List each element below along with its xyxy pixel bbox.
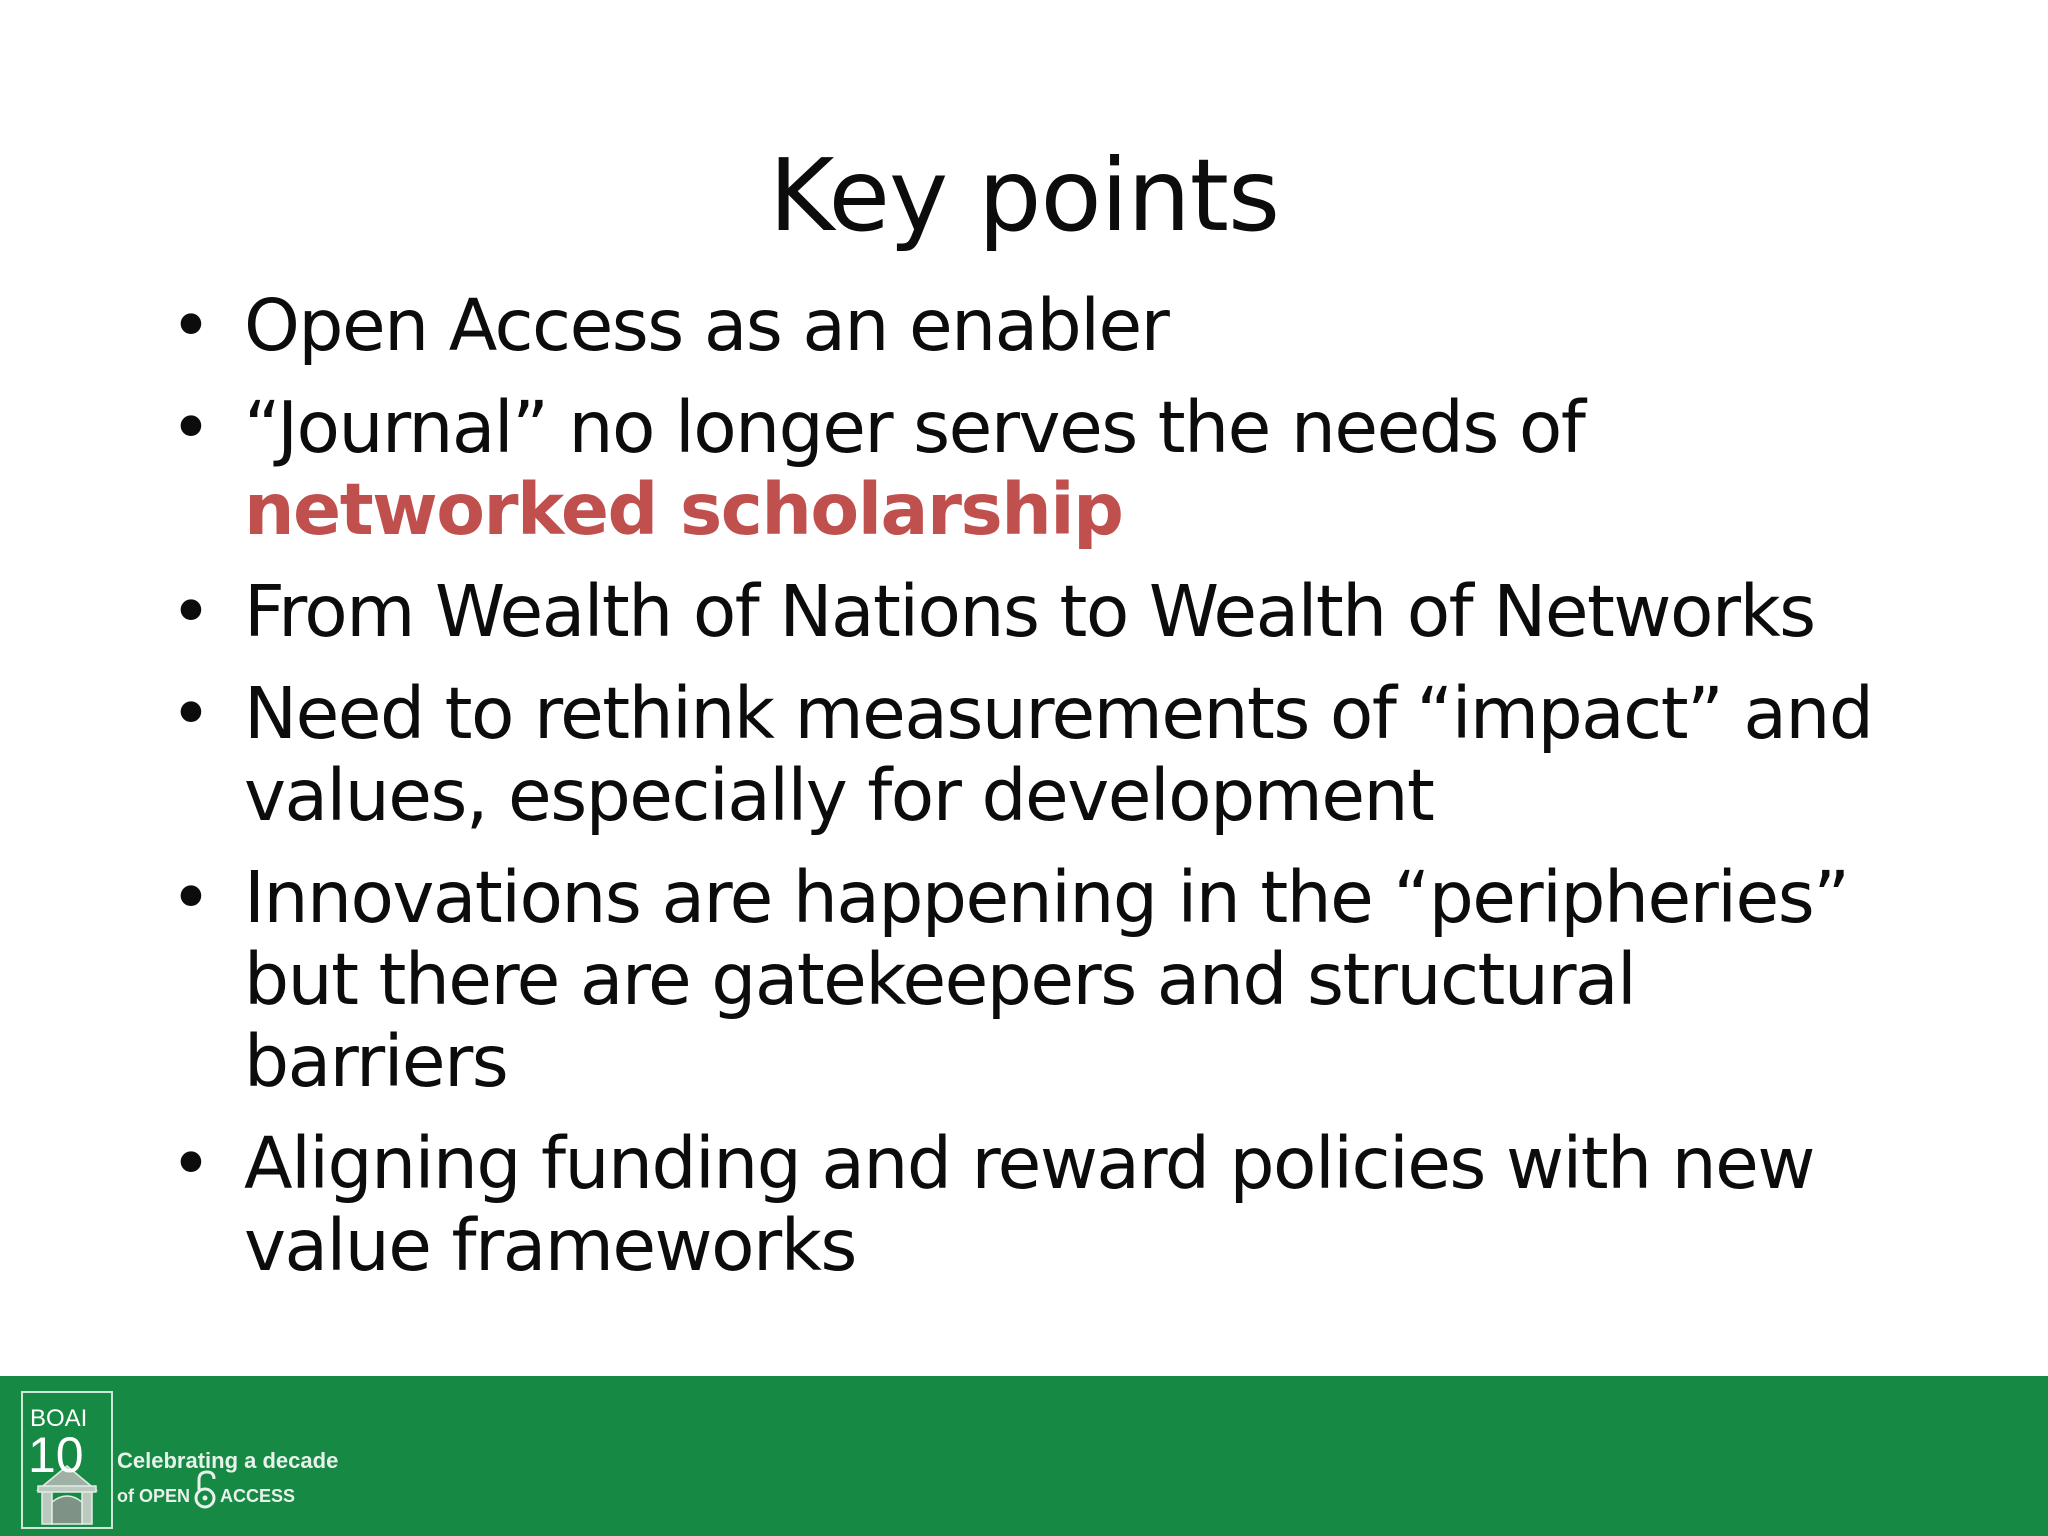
logo-tagline-prefix: of OPEN xyxy=(117,1486,191,1506)
logo-tagline-line1: Celebrating a decade xyxy=(117,1448,339,1473)
bullet-text: values, especially for development xyxy=(244,754,1434,837)
bullet-text: Aligning funding and reward policies with new xyxy=(244,1122,1814,1205)
bullet-text: but there are gatekeepers and structural xyxy=(244,938,1636,1021)
bullet-item xyxy=(150,673,1980,837)
logo-tagline-suffix: ACCESS xyxy=(220,1486,296,1506)
bullet-text: barriers xyxy=(244,1020,508,1103)
logo-badge-top: BOAI xyxy=(30,1405,88,1432)
bullet-dot: • xyxy=(170,856,211,939)
bullet-item xyxy=(150,387,1980,551)
bullet-item xyxy=(150,571,1980,653)
bullet-list xyxy=(150,285,1980,1307)
bullet-item xyxy=(150,1123,1980,1287)
logo-badge-number: 10 xyxy=(28,1427,84,1483)
bullet-dot: • xyxy=(170,386,211,469)
bullet-highlight-text: networked scholarship xyxy=(244,468,1123,551)
boai-logo xyxy=(20,1390,370,1530)
bullet-dot: • xyxy=(170,570,211,653)
bullet-text: Innovations are happening in the “peripheries” xyxy=(244,856,1849,939)
footer-bar xyxy=(0,1376,2048,1536)
boai-logo-graphic xyxy=(20,1390,370,1530)
open-access-lock-icon xyxy=(196,1472,214,1507)
slide-title: Key points xyxy=(768,137,1280,254)
bullet-text: “Journal” no longer serves the needs of xyxy=(244,386,1585,469)
bullet-item xyxy=(150,285,1980,367)
bullet-text: Open Access as an enabler xyxy=(244,284,1169,367)
bullet-dot: • xyxy=(170,284,211,367)
bullet-dot: • xyxy=(170,672,211,755)
bullet-item xyxy=(150,857,1980,1103)
bullet-text: Need to rethink measurements of “impact” and xyxy=(244,672,1873,755)
bullet-text: From Wealth of Nations to Wealth of Networks xyxy=(244,570,1815,653)
bullet-dot: • xyxy=(170,1122,211,1205)
bullet-text: value frameworks xyxy=(244,1204,856,1287)
